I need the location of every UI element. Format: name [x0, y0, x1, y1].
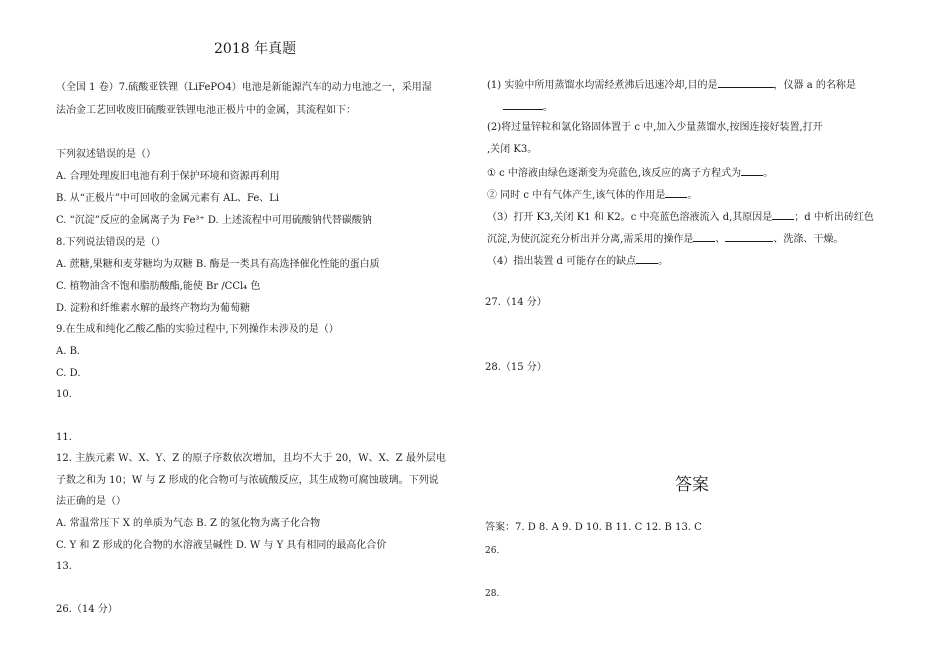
- q26-part2-item-2-end: 。: [687, 190, 698, 201]
- q26-part1-text-2: ，仪器 a 的名称是: [773, 80, 856, 91]
- q7-option-cd: C. “沉淀”反应的金属离子为 Fe³⁺ D. 上述流程中可用硫酸钠代替碳酸钠: [56, 215, 372, 226]
- answer-key-row: 答案：7. D 8. A 9. D 10. B 11. C 12. B 13. C: [485, 522, 702, 533]
- q26-part2-item-1: [487, 165, 773, 181]
- q28-label: 28.（15 分）: [485, 362, 547, 373]
- q26-part2-line-2: ,关闭 K3。: [487, 144, 538, 155]
- q12-option-cd: C. Y 和 Z 形成的化合物的水溶液呈碱性 D. W 与 Y 具有相同的最高化合价: [56, 540, 387, 551]
- q26-part4-text: （4）指出装置 d 可能存在的缺点: [487, 256, 637, 267]
- q7-option-b: B. 从“正极片”中可回收的金属元素有 AL、Fe、Li: [56, 193, 280, 204]
- q26-part1-text: (1) 实验中所用蒸馏水均需经煮沸后迅速冷却,目的是: [487, 80, 718, 91]
- q26-part3-line-1: [487, 209, 874, 225]
- q26-part3-text: （3）打开 K3,关闭 K1 和 K2。c 中亮蓝色溶液流入 d,其原因是: [487, 212, 773, 223]
- q8-option-d: D. 淀粉和纤维素水解的最终产物均为葡萄糖: [56, 303, 251, 314]
- q12-stem-line-1: 12. 主族元素 W、X、Y、Z 的原子序数依次增加，且均不大于 20，W、X、Z 最外层电: [56, 453, 446, 464]
- q8-option-ab: A. 蔗糖,果糖和麦芽糖均为双糖 B. 酶是一类具有高选择催化性能的蛋白质: [56, 259, 380, 270]
- q26-part2-item-2: [487, 187, 697, 203]
- q26-part1-line-2: [503, 99, 553, 115]
- q7-option-a: A. 合理处理废旧电池有利于保护环境和资源再利用: [56, 171, 280, 182]
- q7-intro-line-2: 法冶金工艺回收废旧硫酸亚铁锂电池正极片中的金属，其流程如下：: [56, 105, 356, 116]
- q26-part3-end: 、洗涤、干燥。: [773, 234, 844, 245]
- q26-part1-line-1: [487, 77, 856, 93]
- q26-part2-item-1-end: 。: [763, 168, 774, 179]
- q26-part4-end: 。: [658, 256, 669, 267]
- answer-blank: [725, 231, 773, 242]
- answer-section-title: 答案: [675, 475, 709, 495]
- answer-26-label: 26.: [485, 546, 500, 556]
- q10-label: 10.: [56, 389, 72, 400]
- q27-label: 27.（14 分）: [485, 297, 547, 308]
- q26-part2-line-1: (2)将过量锌粒和氯化铬固体置于 c 中,加入少量蒸馏水,按图连接好装置,打开: [487, 122, 823, 133]
- q11-label: 11.: [56, 432, 72, 443]
- q12-stem-line-3: 法正确的是（）: [56, 496, 126, 507]
- q26-part3-text-2: ；d 中析出砖红色: [794, 212, 874, 223]
- answer-blank: [503, 99, 543, 110]
- q8-stem: 8.下列说法错误的是（）: [56, 237, 166, 248]
- q26-part3-line-2: [487, 231, 843, 247]
- q26-part4: [487, 253, 668, 269]
- q8-option-c: C. 植物油含不饱和脂肪酸酯,能使 Br /CCl₄ 色: [56, 281, 261, 292]
- answer-blank: [718, 77, 774, 88]
- q9-option-cd: C. D.: [56, 368, 81, 379]
- q7-intro-line-1: （全国 1 卷）7.硫酸亚铁锂（LiFePO4）电池是新能源汽车的动力电池之一，采用湿: [56, 82, 432, 93]
- answer-blank: [693, 231, 715, 242]
- q9-option-ab: A. B.: [56, 346, 81, 357]
- q12-option-ab: A. 常温常压下 X 的单质为气态 B. Z 的氢化物为离子化合物: [56, 518, 321, 529]
- q9-stem: 9.在生成和纯化乙酸乙酯的实验过程中,下列操作未涉及的是（）: [56, 324, 339, 335]
- answer-blank: [741, 165, 763, 176]
- answer-blank: [636, 253, 658, 264]
- answer-blank: [772, 209, 794, 220]
- q26-part1-end: 。: [543, 102, 553, 113]
- q26-label: 26.（14 分）: [56, 604, 118, 615]
- q12-stem-line-2: 子数之和为 10；W 与 Z 形成的化合物可与浓硫酸反应，其生成物可腐蚀玻璃。下列说: [56, 475, 439, 486]
- right-column: [475, 0, 950, 671]
- q26-part3-sep: 、: [715, 234, 726, 245]
- q7-stem: 下列叙述错误的是（）: [56, 149, 156, 160]
- q26-part2-item-1-text: ① c 中溶液由绿色逐渐变为亮蓝色,该反应的离子方程式为: [487, 168, 742, 179]
- section-title: 2018 年真题: [214, 41, 297, 57]
- answer-28-label: 28.: [485, 589, 500, 599]
- q26-part2-item-2-text: ② 同时 c 中有气体产生,该气体的作用是: [487, 190, 666, 201]
- q26-part3-text-3: 沉淀,为使沉淀充分析出并分离,需采用的操作是: [487, 234, 694, 245]
- q13-label: 13.: [56, 561, 72, 572]
- answer-blank: [665, 187, 687, 198]
